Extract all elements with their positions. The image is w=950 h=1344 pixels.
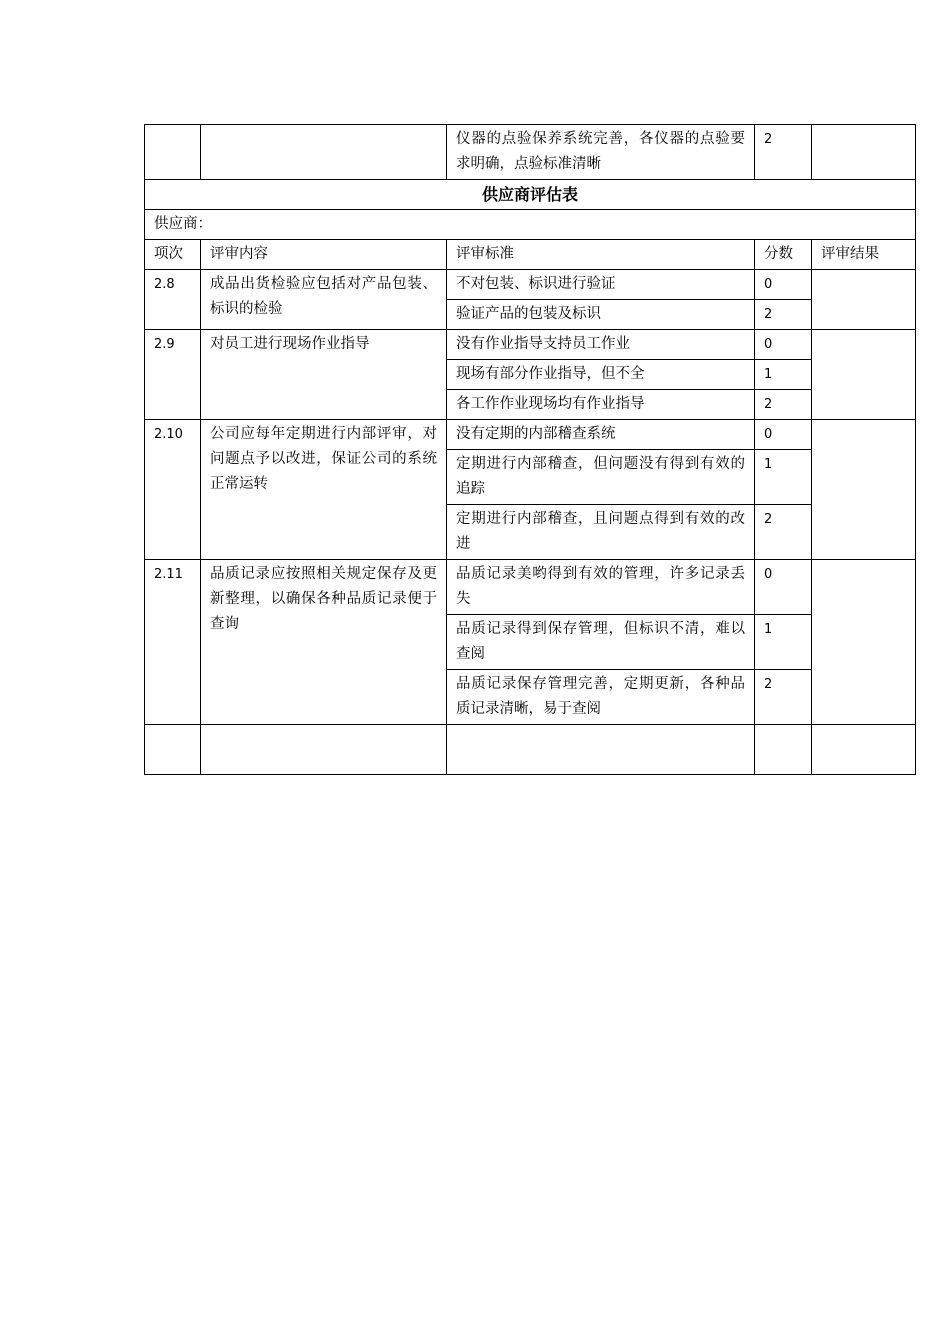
empty-cell: [447, 725, 755, 775]
criteria-text: 品质记录美哟得到有效的管理，许多记录丢失: [447, 560, 755, 615]
item-content: 对员工进行现场作业指导: [201, 330, 447, 420]
criteria-score: 1: [755, 450, 812, 505]
empty-cell: [812, 725, 916, 775]
item-cell-empty: [145, 125, 201, 180]
header-result: 评审结果: [812, 240, 916, 270]
item-number: 2.10: [145, 420, 201, 560]
table-row: [145, 270, 916, 300]
result-cell: [812, 560, 916, 725]
supplier-row: [145, 210, 916, 240]
criteria-text: 不对包装、标识进行验证: [447, 270, 755, 300]
result-cell: [812, 125, 916, 180]
item-number: 2.8: [145, 270, 201, 330]
continuation-row: [145, 125, 916, 180]
criteria-score: 2: [755, 300, 812, 330]
table-row: [145, 420, 916, 450]
criteria-text: 定期进行内部稽查，且问题点得到有效的改进: [447, 505, 755, 560]
criteria-score: 0: [755, 420, 812, 450]
result-cell: [812, 420, 916, 560]
header-row: [145, 240, 916, 270]
empty-cell: [755, 725, 812, 775]
criteria-text: 现场有部分作业指导，但不全: [447, 360, 755, 390]
criteria-cell: 仪器的点验保养系统完善，各仪器的点验要求明确，点验标准清晰: [447, 125, 755, 180]
criteria-text: 各工作作业现场均有作业指导: [447, 390, 755, 420]
criteria-text: 验证产品的包装及标识: [447, 300, 755, 330]
content-cell-empty: [201, 125, 447, 180]
criteria-text: 定期进行内部稽查，但问题没有得到有效的追踪: [447, 450, 755, 505]
criteria-score: 2: [755, 390, 812, 420]
supplier-evaluation-table: [144, 124, 916, 775]
score-cell: 2: [755, 125, 812, 180]
table-row: [145, 560, 916, 615]
header-criteria: 评审标准: [447, 240, 755, 270]
empty-row: [145, 725, 916, 775]
item-content: 品质记录应按照相关规定保存及更新整理，以确保各种品质记录便于查询: [201, 560, 447, 725]
empty-cell: [145, 725, 201, 775]
header-score: 分数: [755, 240, 812, 270]
item-number: 2.11: [145, 560, 201, 725]
item-content: 公司应每年定期进行内部评审，对问题点予以改进，保证公司的系统正常运转: [201, 420, 447, 560]
criteria-score: 2: [755, 670, 812, 725]
criteria-text: 品质记录得到保存管理，但标识不清，难以查阅: [447, 615, 755, 670]
criteria-text: 没有作业指导支持员工作业: [447, 330, 755, 360]
table-row: [145, 330, 916, 360]
item-content: 成品出货检验应包括对产品包装、标识的检验: [201, 270, 447, 330]
criteria-text: 品质记录保存管理完善，定期更新，各种品质记录清晰，易于查阅: [447, 670, 755, 725]
criteria-score: 0: [755, 330, 812, 360]
form-title: 供应商评估表: [145, 180, 916, 210]
item-number: 2.9: [145, 330, 201, 420]
criteria-text: 没有定期的内部稽查系统: [447, 420, 755, 450]
empty-cell: [201, 725, 447, 775]
criteria-score: 1: [755, 360, 812, 390]
title-row: [145, 180, 916, 210]
header-content: 评审内容: [201, 240, 447, 270]
criteria-score: 1: [755, 615, 812, 670]
criteria-score: 2: [755, 505, 812, 560]
result-cell: [812, 330, 916, 420]
header-item: 项次: [145, 240, 201, 270]
criteria-score: 0: [755, 560, 812, 615]
supplier-label: 供应商：: [145, 210, 916, 240]
result-cell: [812, 270, 916, 330]
criteria-score: 0: [755, 270, 812, 300]
